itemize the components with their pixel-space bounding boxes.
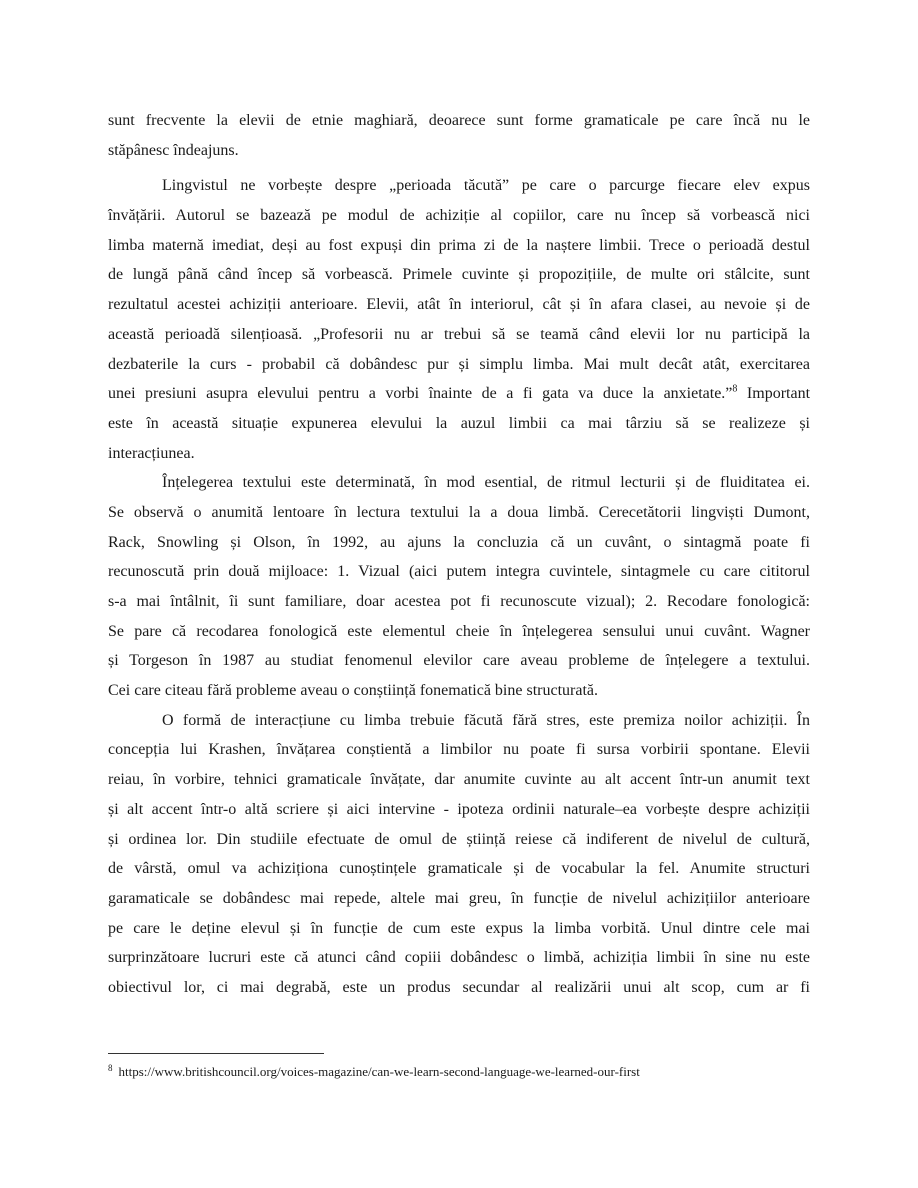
paragraph [108, 706, 810, 1003]
text-line: stăpânesc îndeajuns. [108, 141, 239, 159]
text-line: O formă de interacțiune cu limba trebuie făcută fără stres, este premiza noilor achiziții. În [162, 711, 811, 729]
footnote-number: 8 [108, 1062, 113, 1073]
text-line: garamaticale se dobândesc mai repede, altele mai greu, în funcție de nivelul achizițiilor anterioare [108, 889, 810, 907]
text-line: învățării. Autorul se bazează pe modul de achiziție al copiilor, care nu încep să vorbească nici [108, 207, 811, 225]
text-line: această perioadă silențioasă. „Profesorii nu ar trebui să se teamă când elevii lor nu participă la [108, 325, 810, 343]
text-line: de vârstă, omul va achiziționa cunoștințele gramaticale și de vocabular la fel. Anumite structuri [108, 860, 810, 878]
text-after-reference: Important [737, 385, 811, 403]
text-line [108, 379, 810, 409]
text-line: Cei care citeau fără probleme aveau o conștiință fonematică bine structurată. [108, 682, 598, 700]
text-line: Lingvistul ne vorbește despre „perioada tăcută” pe care o parcurge fiecare elev expus [162, 177, 810, 195]
paragraph [108, 171, 810, 468]
text-line: recunoscută prin două mijloace: 1. Vizual (aici putem integra cuvintele, sintagmele cu care cititorul [108, 563, 811, 581]
footnote [108, 1064, 640, 1080]
text-line: Înțelegerea textului este determinată, în mod esential, de ritmul lecturii și de fluiditatea ei. [162, 474, 810, 492]
text-line: pe care le deține elevul și în funcție de cum este expus la limba vorbită. Unul dintre cele mai [108, 919, 810, 937]
text-line: limba maternă imediat, deși au fost expuși din prima zi de la naștere limbii. Trece o perioadă destul [108, 236, 811, 254]
text-line: reiau, în vorbire, tehnici gramaticale învățate, dar anumite cuvinte au alt accent într-un anumit text [108, 771, 810, 789]
footnote-reference[interactable]: 8 [732, 383, 738, 395]
text-line: este în această situație expunerea elevului la auzul limbii ca mai târziu să se realizeze și [108, 414, 810, 432]
footnote-link[interactable]: https://www.britishcouncil.org/voices-magazine/can-we-learn-second-language-we-learned-our-first [118, 1064, 640, 1079]
text-line: rezultatul acestei achiziții anterioare. Elevii, atât în interiorul, cât și în afara clasei, au nevoie și de [108, 296, 810, 314]
text-line: dezbaterile la curs - probabil că dobândesc pur și simplu limba. Mai mult decât atât, exercitarea [108, 355, 810, 373]
text-line: surprinzătoare lucruri este că atunci când copiii dobândesc o limbă, achiziția limbii în sine nu este [108, 949, 810, 967]
body-text [108, 106, 810, 1003]
text-line: Se pare că recodarea fonologică este elementul cheie în înțelegerea sensului unui cuvânt. Wagner [108, 622, 811, 640]
text-line: Se observă o anumită lentoare în lectura textului la a doua limbă. Cerecetătorii lingviști Dumont, [108, 503, 811, 521]
text-line-content: unei presiuni asupra elevului pentru a vorbi înainte de a fi gata va duce la anxietate.” [108, 385, 733, 403]
text-line: interacțiunea. [108, 444, 195, 462]
footnote-separator [108, 1053, 324, 1054]
paragraph [108, 468, 810, 706]
text-line: și alt accent într-o altă scriere și aici intervine - ipoteza ordinii naturale–ea vorbește despre achiziții [108, 800, 810, 818]
text-line: de lungă până când încep să vorbească. Primele cuvinte și propozițiile, de multe ori stâlcite, sunt [108, 266, 810, 284]
text-line: s-a mai întâlnit, îi sunt familiare, doar acestea pot fi recunoscute vizual); 2. Recodare fonologică: [108, 593, 810, 610]
text-line: și ordinea lor. Din studiile efectuate de omul de știință reiese că indiferent de nivelul de cultură, [108, 830, 810, 848]
paragraph [108, 106, 810, 165]
text-line: sunt frecvente la elevii de etnie maghiară, deoarece sunt forme gramaticale pe care încă nu le [108, 112, 810, 129]
text-line: concepția lui Krashen, învățarea conștientă a limbilor nu poate fi sursa vorbirii spontane. Elevii [108, 741, 811, 759]
text-line: Rack, Snowling și Olson, în 1992, au ajuns la concluzia că un cuvânt, o sintagmă poate fi [108, 533, 810, 551]
text-line: obiectivul lor, ci mai degrabă, este un produs secundar al realizării unui alt scop, cum ar fi [108, 978, 811, 996]
text-line: și Torgeson în 1987 au studiat fenomenul elevilor care aveau probleme de înțelegere a textului. [108, 652, 811, 670]
